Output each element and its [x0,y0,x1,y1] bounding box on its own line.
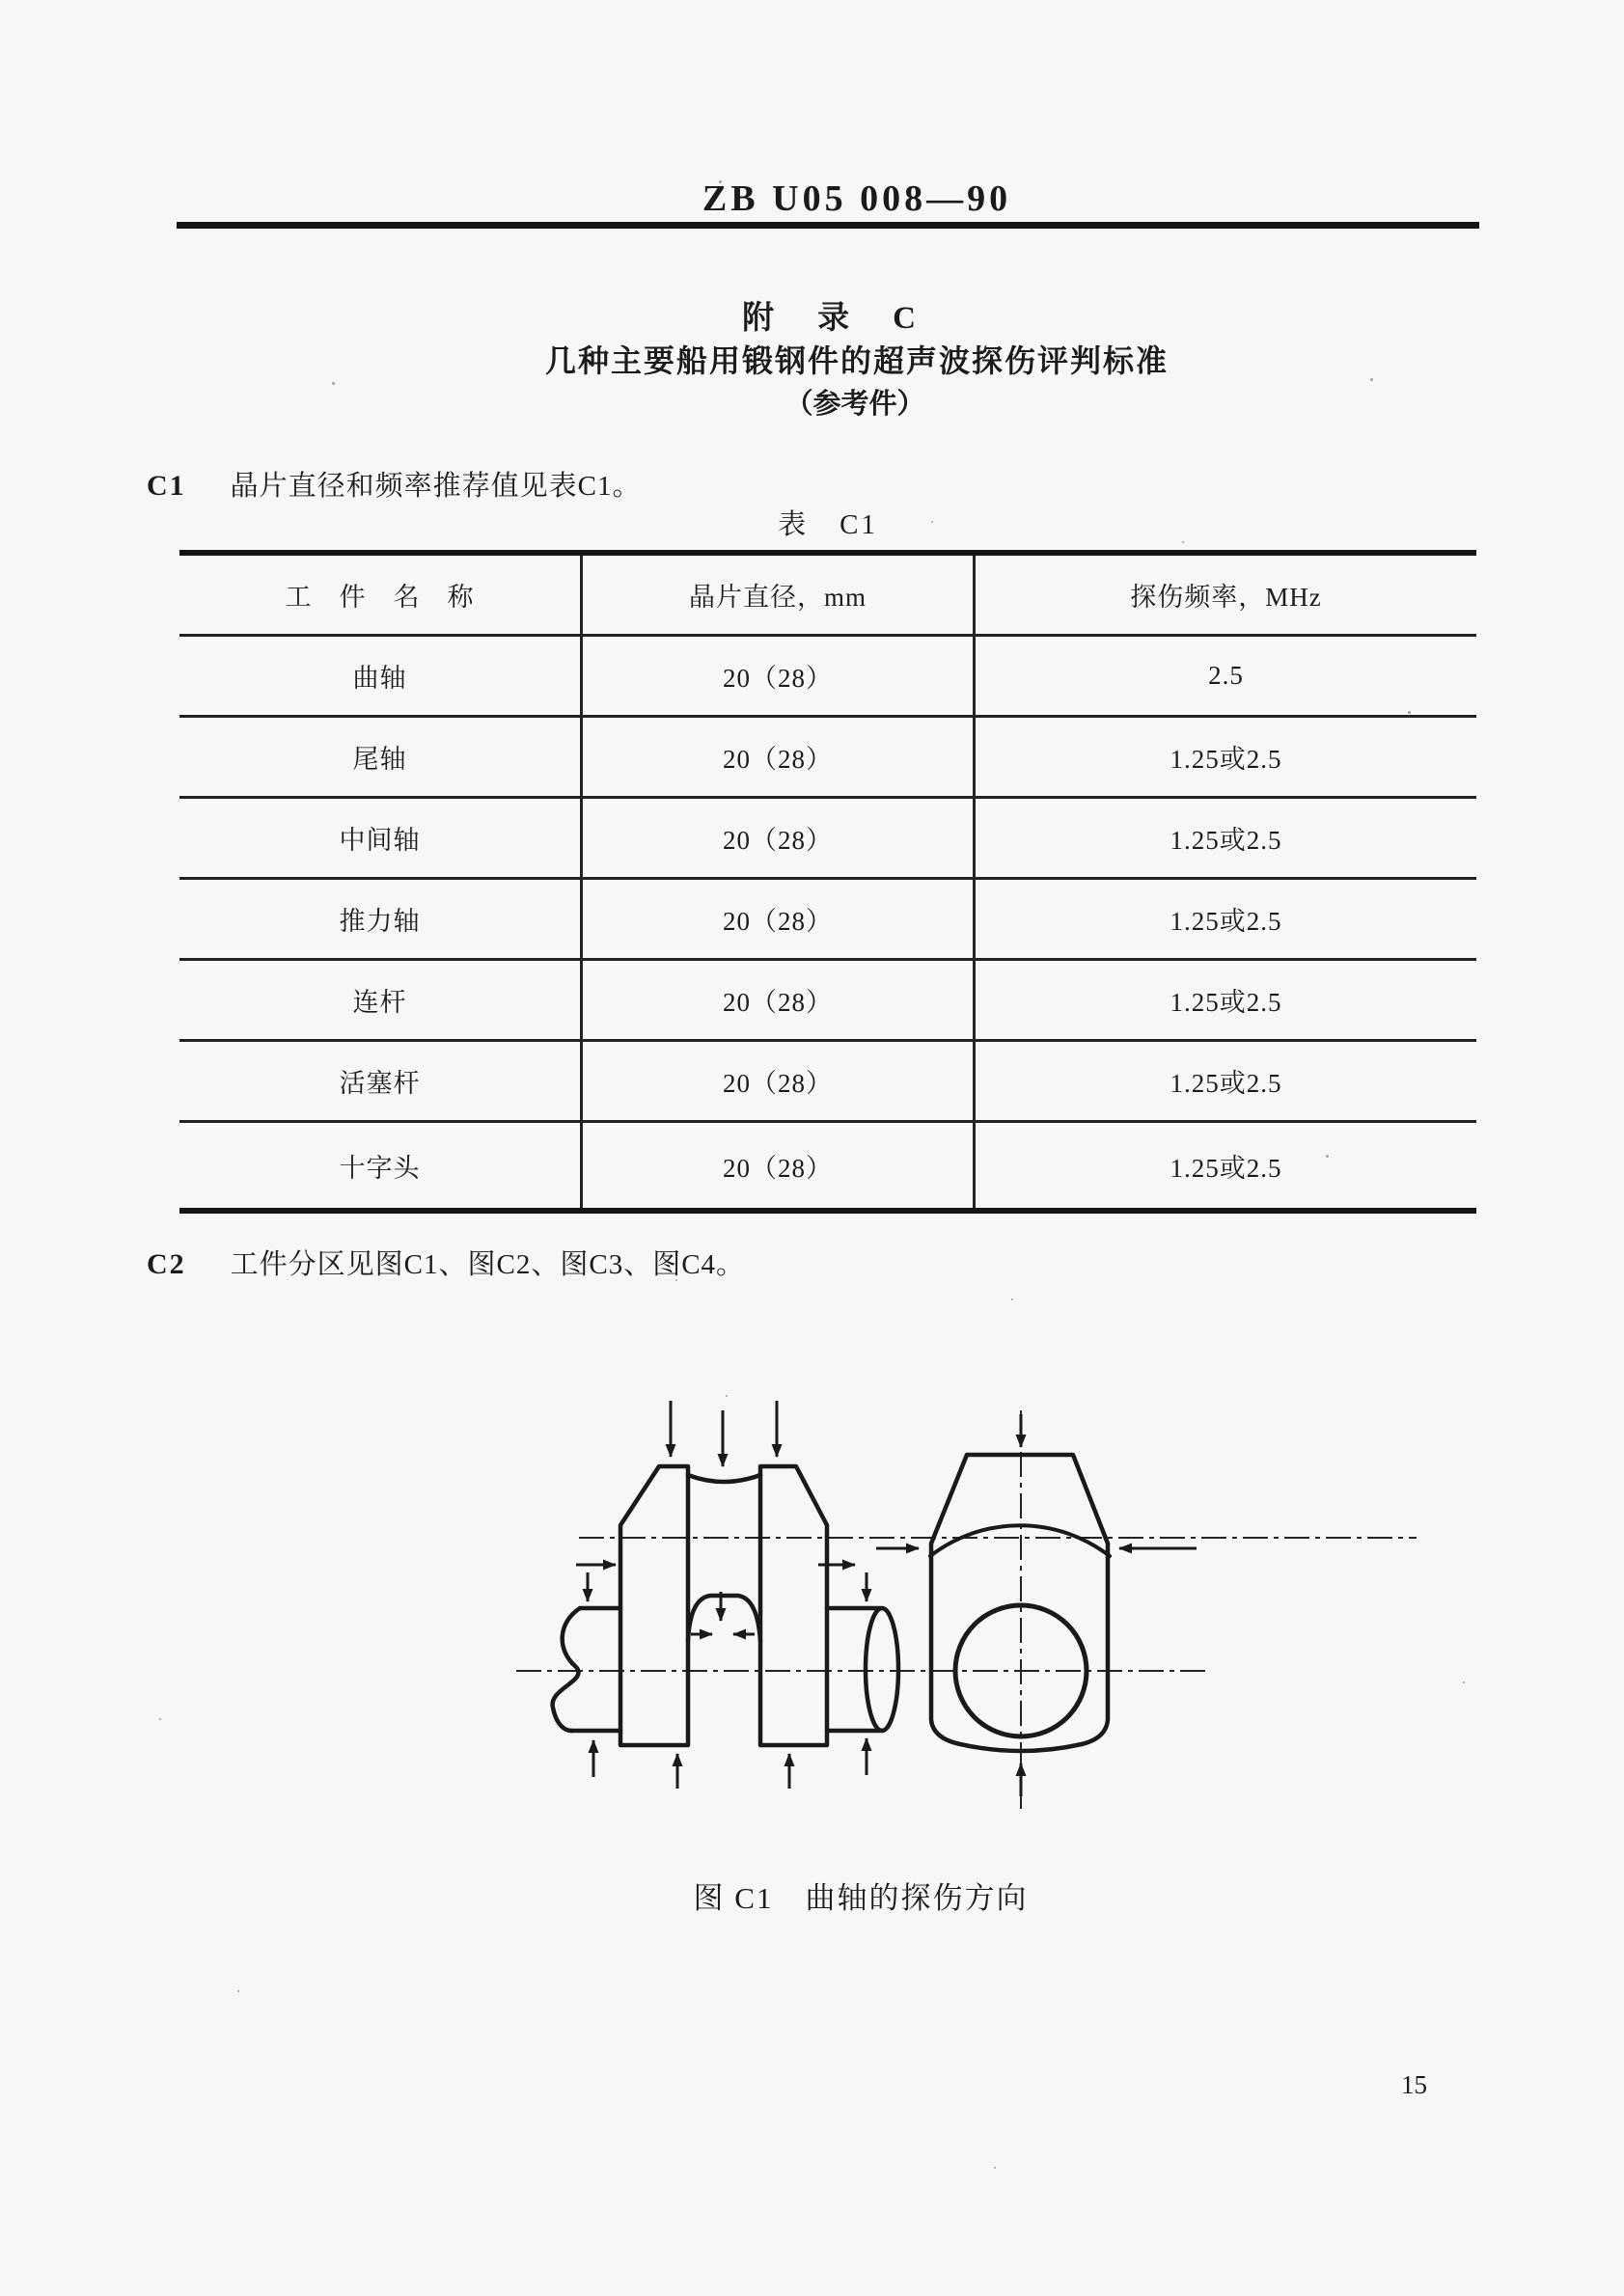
header-test-frequency: 探伤频率，MHz [1130,583,1322,612]
table-row [179,799,1476,880]
appendix-title: 几种主要船用锻钢件的超声波探伤评判标准 [544,343,1170,378]
noise-speck [237,1990,239,1992]
noise-speck [1370,378,1373,381]
crankshaft-side-view [553,1466,898,1745]
crystal-diameter-cell: 20（28） [580,718,976,796]
table-row [179,961,1476,1042]
table-row [179,1042,1476,1123]
section-c1-text: 晶片直径和频率推荐值见表C1。 [230,471,642,502]
test-frequency-cell: 1.25或2.5 [1170,1153,1282,1183]
workpiece-name-cell: 十字头 [339,1153,421,1183]
table-c1 [179,550,1476,1214]
crystal-diameter-cell: 20（28） [580,799,976,877]
crankshaft-drawing [482,1380,1428,1833]
crankpin-top-edge [688,1475,760,1482]
test-frequency-cell: 1.25或2.5 [1170,826,1282,855]
table-row [179,1123,1476,1208]
noise-speck [332,382,335,385]
section-c1 [147,464,642,504]
test-frequency-cell: 1.25或2.5 [1170,745,1282,774]
table-caption: 表 C1 [778,509,878,540]
crystal-diameter-cell: 20（28） [580,880,976,958]
test-frequency-cell: 1.25或2.5 [1170,988,1282,1017]
table-header-row [179,556,1476,637]
section-c2 [147,1243,745,1282]
noise-speck [1326,1155,1329,1158]
workpiece-name-cell: 尾轴 [352,745,407,774]
right-web-outline [760,1466,827,1745]
test-frequency-cell: 2.5 [1208,661,1244,690]
probe-direction-arrows [576,1401,1197,1796]
noise-speck [1463,1681,1465,1683]
left-journal-break-line [553,1608,580,1731]
test-frequency-cell: 1.25或2.5 [1170,1069,1282,1098]
crystal-diameter-cell: 20（28） [580,637,976,715]
workpiece-name-cell: 曲轴 [352,664,407,693]
noise-speck [1408,711,1411,714]
appendix-label: 附 录 C [742,301,922,336]
table-row [179,880,1476,961]
test-frequency-cell: 1.25或2.5 [1170,907,1282,936]
header-rule [177,222,1479,229]
crystal-diameter-cell: 20（28） [580,1123,976,1208]
web-end-outline [931,1455,1108,1751]
workpiece-name-cell: 连杆 [352,988,407,1017]
workpiece-name-cell: 推力轴 [339,907,421,936]
centerlines [516,1410,1417,1810]
header-workpiece-name: 工 件 名 称 [285,583,475,612]
section-c2-label: C2 [147,1248,186,1280]
noise-speck [675,1279,677,1281]
crystal-diameter-cell: 20（28） [580,961,976,1039]
workpiece-name-cell: 中间轴 [339,826,421,855]
right-journal-end-ellipse [866,1608,898,1731]
workpiece-name-cell: 活塞杆 [339,1069,421,1098]
header-crystal-diameter: 晶片直径，mm [580,556,976,634]
noise-speck [1182,541,1184,543]
noise-speck [159,1718,161,1720]
appendix-subtitle: （参考件） [784,389,925,420]
noise-speck [719,180,722,183]
noise-speck [994,2167,996,2169]
table-row [179,637,1476,718]
noise-speck [726,1395,728,1397]
page-number: 15 [1401,2070,1427,2099]
figure-caption: 图 C1 曲轴的探伤方向 [693,1881,1029,1915]
section-c1-label: C1 [147,470,186,502]
standard-code: ZB U05 008—90 [702,178,1012,219]
noise-speck [1011,1298,1013,1300]
crystal-diameter-cell: 20（28） [580,1042,976,1120]
left-web-outline [620,1466,688,1745]
section-c2-text: 工件分区见图C1、图C2、图C3、图C4。 [230,1249,746,1280]
noise-speck [931,521,933,523]
table-row [179,718,1476,799]
